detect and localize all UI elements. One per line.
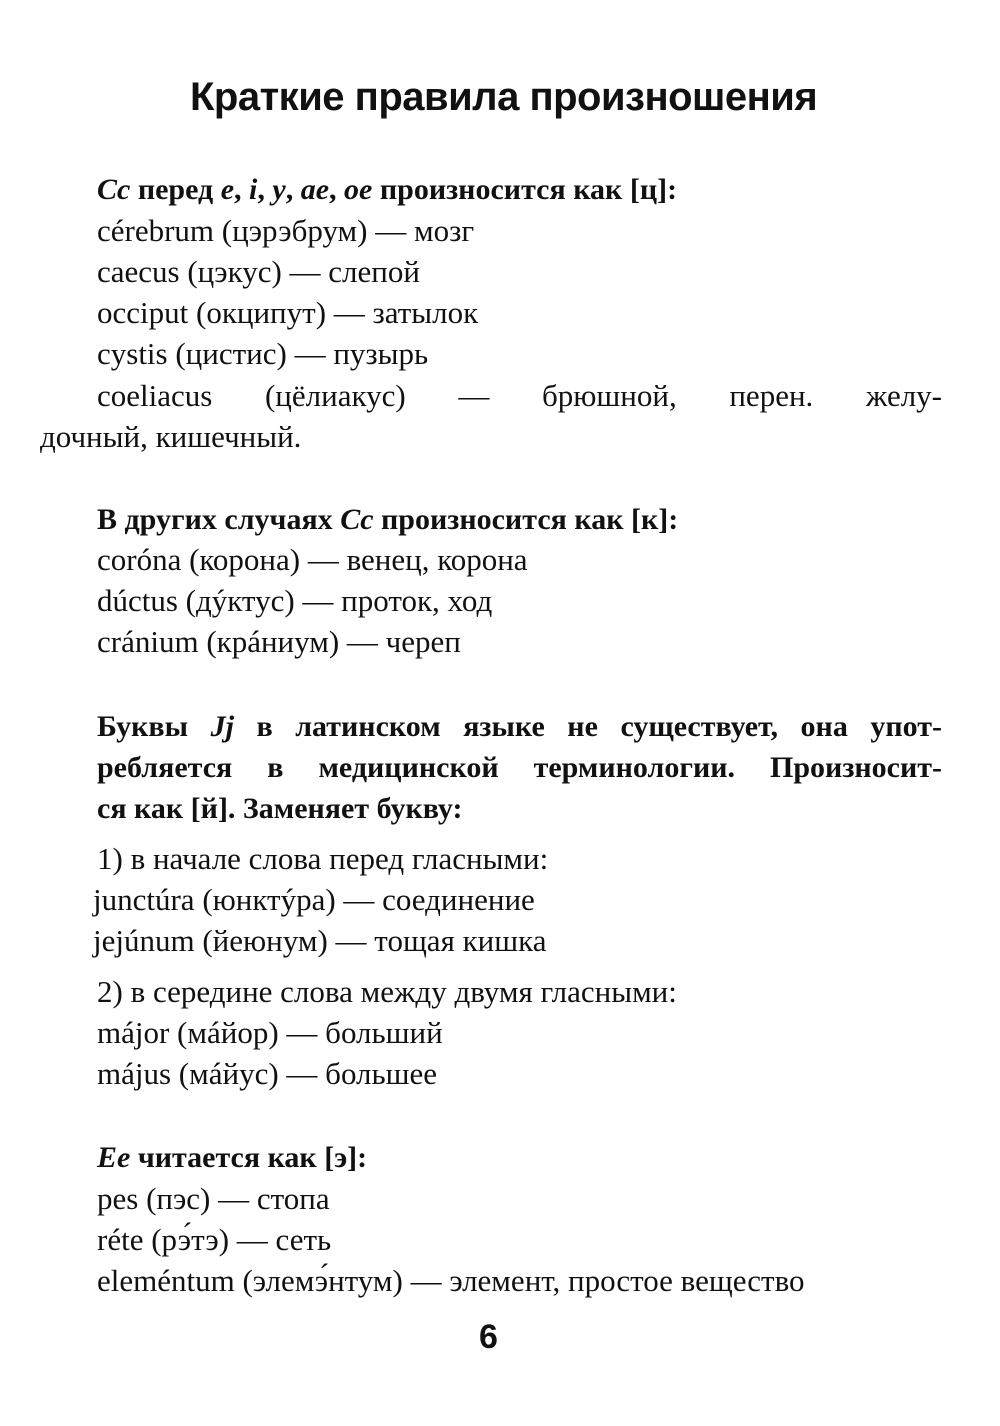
rule-text: в латинском языке не существует, она упот- (233, 710, 942, 743)
rule-heading-j-line3: ся как [й]. Заменяет букву: (97, 792, 463, 825)
rule-vowel: ae (300, 173, 330, 206)
example-line: coeliacus (цёлиакус) — брюшной, перен. желу- (97, 378, 942, 413)
rule-letter: Cc (340, 503, 374, 536)
rule-text: В других случаях (97, 503, 341, 536)
subsection-label: 1) в начале слова перед гласными: (97, 841, 549, 876)
rule-text: произносится как [ц]: (372, 173, 678, 206)
example-line: májor (мáйор) — больший (97, 1015, 443, 1050)
example-line: dúctus (дýктус) — проток, ход (97, 583, 493, 618)
rule-separator: , (234, 173, 250, 206)
example-line: cérebrum (цэрэбрум) — мозг (97, 213, 475, 248)
rule-letter: Ee (97, 1141, 131, 1174)
rule-letter: Jj (210, 710, 234, 743)
example-line: occiput (окципут) — затылок (97, 295, 479, 330)
rule-text: произносится как [к]: (373, 503, 679, 536)
example-line: junctúra (юнктýра) — соединение (93, 882, 535, 917)
example-line: pes (пэс) — стопа (97, 1181, 330, 1216)
rule-heading-c-soft (97, 170, 677, 210)
example-line-continuation: дочный, кишечный. (40, 419, 302, 454)
rule-vowel: y (272, 173, 286, 206)
rule-text: читается как [э]: (130, 1141, 368, 1174)
example-line: coróna (корона) — венец, корона (97, 542, 528, 577)
example-line: cránium (крáниум) — череп (97, 624, 461, 659)
rule-separator: , (329, 173, 345, 206)
rule-heading-j (97, 707, 942, 747)
page-number: 6 (479, 1318, 498, 1356)
rule-text: Буквы (97, 710, 211, 743)
example-line: eleméntum (элемэ́нтум) — элемент, простое вещество (97, 1263, 805, 1298)
rule-vowel: oe (344, 173, 373, 206)
rule-heading-j-line2: ребляется в медицинской терминологии. Произносит- (97, 751, 942, 784)
page-title: Краткие правила произношения (190, 75, 818, 119)
rule-letter: Cc (97, 173, 131, 206)
rule-vowel: i (249, 173, 258, 206)
rule-text: перед (130, 173, 221, 206)
example-line: cystis (цистис) — пузырь (97, 336, 429, 371)
rule-separator: , (285, 173, 301, 206)
rule-heading-c-hard (97, 500, 678, 540)
example-line: réte (рэ́тэ) — сеть (97, 1222, 332, 1257)
rule-vowel: e (220, 173, 235, 206)
example-line: május (мáйус) — большее (97, 1056, 438, 1091)
example-line: jejúnum (йеюнум) — тощая кишка (93, 923, 547, 958)
rule-heading-e (97, 1138, 367, 1178)
subsection-label: 2) в середине слова между двумя гласными: (97, 974, 677, 1009)
rule-separator: , (257, 173, 273, 206)
example-line: caecus (цэкус) — слепой (97, 254, 420, 289)
